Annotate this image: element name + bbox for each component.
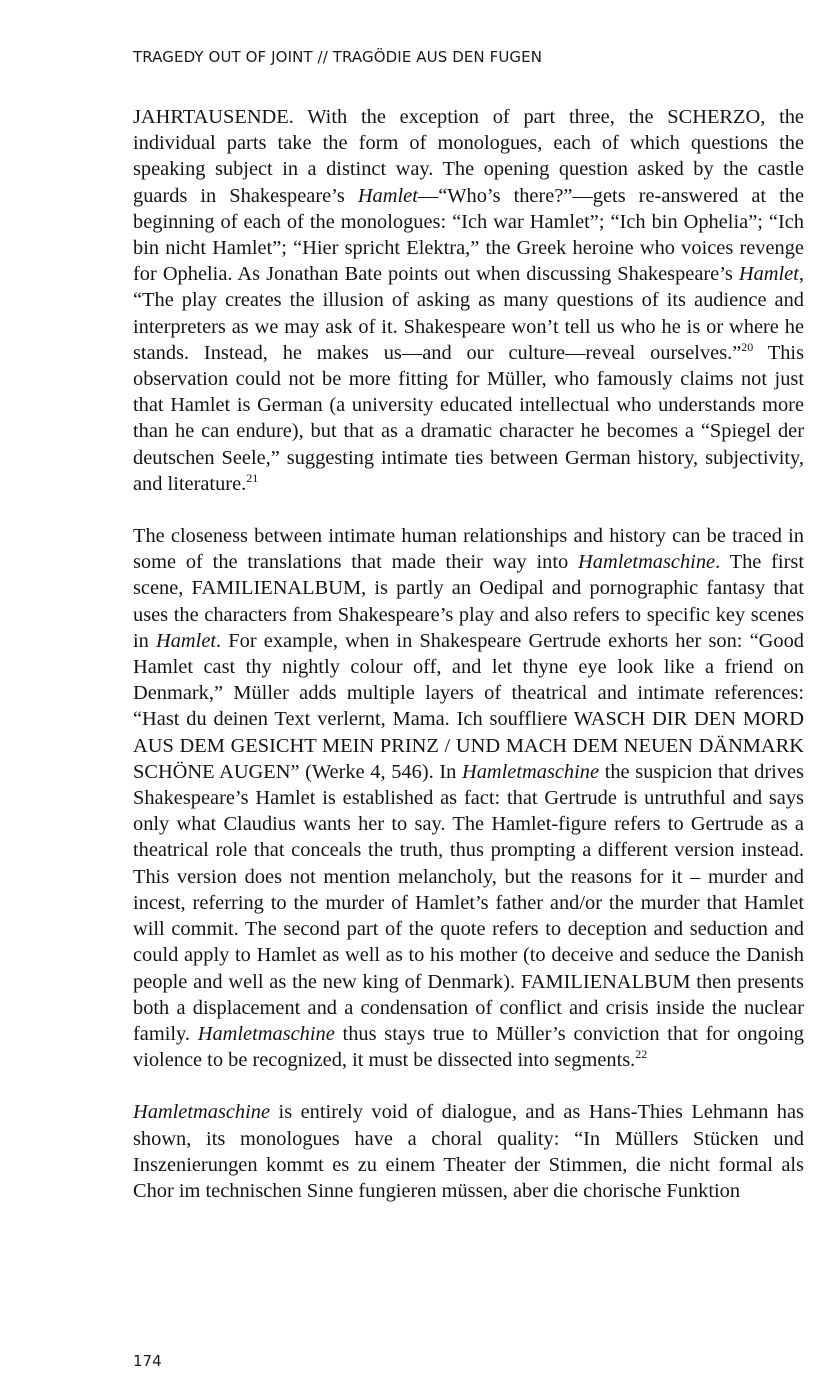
running-header: TRAGEDY OUT OF JOINT // TRAGÖDIE AUS DEN FUGEN [133, 48, 543, 66]
text-run: —“Who’s there?”—gets re-answered at the beginning of each of the monologues: “Ich war Hamlet”; “Ich bin Ophelia”; “Ich bin nicht Hamlet”; “Hier spricht Elektra,” the Greek heroine who voices revenge for Ophelia. As Jonathan Bate points out when discussing Shakespeare’s [133, 184, 804, 286]
footnote-ref: 22 [635, 1047, 648, 1062]
page-number: 174 [133, 1352, 162, 1370]
text-run: JAHRTAUSENDE. With the exception of part three, the SCHERZO, the individual parts take the form of monologues, each of which questions the speaking subject in a distinct way. The opening question asked by the castle guards in Shakespeare’s [133, 106, 804, 207]
italic-title: Hamletmaschine [197, 1022, 335, 1045]
italic-title: Hamletmaschine [578, 551, 716, 574]
text-run: the suspicion that drives Shakespeare’s Hamlet is established as fact: that Gertrude is untruthful and says only what Claudius wants her to say. The Hamlet-figure refers to Gertrude as a theatrical role that conceals the truth, thus prompting a different version instead. This version does not mention melancholy, but the reasons for it – murder and incest, referring to the murder of Hamlet’s father and/or the murder that Hamlet will commit. The second part of the quote refers to deception and seduction and could apply to Hamlet as well as to his mother (to deceive and seduce the Danish people and well as the new king of Denmark). FAMILIENALBUM then presents both a displacement and a condensation of conflict and crisis inside the nuclear family. [133, 760, 804, 1045]
italic-title: Hamletmaschine [462, 760, 600, 783]
paragraph-1 [133, 104, 804, 497]
text-run: thus stays true to Müller’s conviction that for ongoing violence to be recognized, it must be dissected into segments. [133, 1022, 804, 1072]
text-run: The closeness between intimate human relationships and history can be traced in some of the translations that made their way into [133, 525, 804, 574]
italic-title: Hamlet [738, 263, 799, 286]
italic-title: Hamlet [156, 629, 217, 652]
body-text [133, 104, 804, 1204]
text-run: . The first scene, FAMILIENALBUM, is partly an Oedipal and pornographic fantasy that uses the characters from Shakespeare’s play and also refers to specific key scenes in [133, 551, 804, 652]
footnote-ref: 21 [246, 470, 259, 485]
italic-title: Hamletmaschine [133, 1101, 271, 1124]
text-run: This observation could not be more fitting for Müller, who famously claims not just that Hamlet is German (a university educated intellectual who understands more than he can endure), but that as a dramatic character he becomes a “Spiegel der deutschen Seele,” suggesting intimate ties between German history, subjectivity, and literature. [133, 341, 805, 495]
footnote-ref: 20 [741, 339, 754, 354]
text-run: , “The play creates the illusion of asking as many questions of its audience and interpreters as we may ask of it. Shakespeare won’t tell us who he is or where he stands. Instead, he makes us—and our culture—reveal ourselves.” [133, 263, 804, 364]
paragraph-2 [133, 523, 804, 1073]
paragraph-3 [133, 1099, 804, 1204]
italic-title: Hamlet [357, 184, 418, 207]
text-run: is entirely void of dialogue, and as Hans-Thies Lehmann has shown, its monologues have a choral quality: “In Müllers Stücken und Inszenierungen kommt es zu einem Theater der Stimmen, die nicht formal als Chor im technischen Sinne fungieren müssen, aber die chorische Funktion [133, 1101, 804, 1202]
text-run: . For example, when in Shakespeare Gertrude exhorts her son: “Good Hamlet cast thy nightly colour off, and let thyne eye look like a friend on Denmark,” Müller adds multiple layers of theatrical and intimate references: “Hast du deinen Text verlernt, Mama. Ich souffliere WASCH DIR DEN MORD AUS DEM GESICHT MEIN PRINZ / UND MACH DEM NEUEN DÄNMARK SCHÖNE AUGEN” (Werke 4, 546). In [133, 629, 804, 783]
